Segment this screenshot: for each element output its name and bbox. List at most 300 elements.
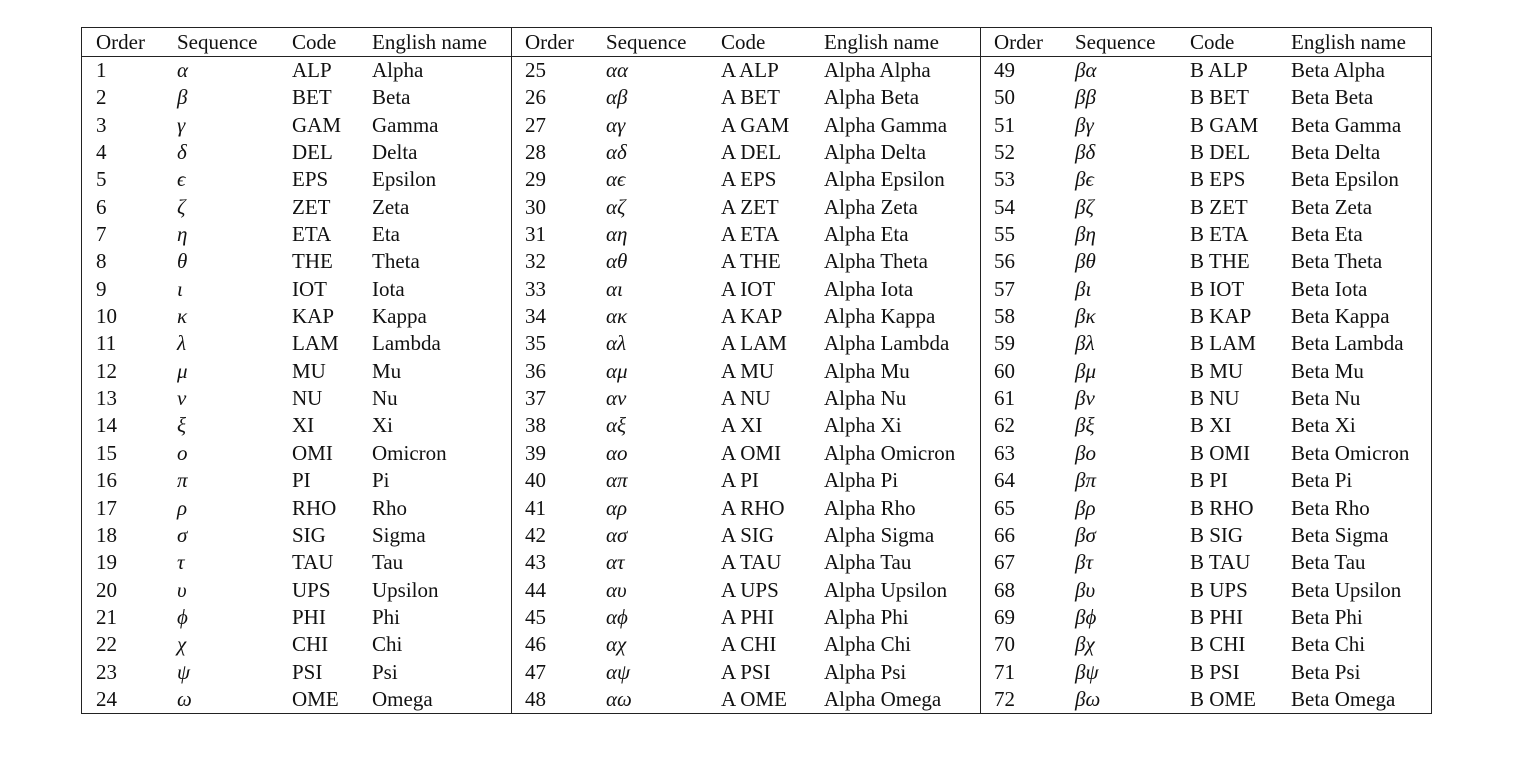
- code-cell: A CHI: [721, 632, 777, 657]
- table-row: [981, 358, 1432, 385]
- english-name-cell: Alpha Eta: [824, 222, 909, 247]
- code-cell: A LAM: [721, 331, 787, 356]
- table-row: [981, 139, 1432, 166]
- sequence-cell: αω: [606, 686, 632, 711]
- english-name-cell: Alpha Epsilon: [824, 167, 945, 192]
- order-cell: 39: [525, 440, 546, 465]
- code-cell: UPS: [292, 577, 331, 602]
- sequence-cell: αo: [606, 440, 628, 465]
- table-row: [82, 495, 511, 522]
- table-row: [82, 358, 511, 385]
- code-cell: PI: [292, 468, 311, 493]
- english-name-cell: Alpha Pi: [824, 468, 899, 493]
- english-name-cell: Beta Omicron: [1291, 440, 1410, 465]
- code-cell: A ALP: [721, 58, 779, 82]
- order-cell: 9: [96, 276, 107, 301]
- code-cell: A ETA: [721, 222, 780, 247]
- code-cell: A TAU: [721, 550, 782, 575]
- sequence-cell: βν: [1075, 386, 1095, 411]
- order-cell: 50: [994, 85, 1015, 110]
- table-row: [981, 631, 1432, 658]
- sequence-cell: αμ: [606, 358, 628, 383]
- header-order: Order: [994, 30, 1043, 54]
- sequence-cell: βχ: [1075, 632, 1095, 657]
- table-row: [82, 112, 511, 139]
- sequence-cell: σ: [177, 522, 188, 547]
- english-name-cell: Beta Phi: [1291, 604, 1363, 629]
- table-row: [82, 84, 511, 111]
- code-cell: B XI: [1190, 413, 1232, 438]
- english-name-cell: Beta Epsilon: [1291, 167, 1399, 192]
- english-name-cell: Alpha Theta: [824, 249, 928, 274]
- sequence-cell: π: [177, 468, 188, 493]
- english-name-cell: Rho: [372, 495, 408, 520]
- code-cell: A BET: [721, 85, 780, 110]
- code-cell: A DEL: [721, 140, 782, 165]
- sequence-cell: o: [177, 440, 188, 465]
- english-name-cell: Xi: [372, 413, 393, 438]
- sequence-cell: αβ: [606, 85, 628, 110]
- table-row: [981, 221, 1432, 248]
- order-cell: 17: [96, 495, 117, 520]
- table-panel: [511, 28, 981, 713]
- header-order: Order: [525, 30, 574, 54]
- english-name-cell: Beta Psi: [1291, 659, 1361, 684]
- code-cell: B NU: [1190, 386, 1240, 411]
- table-row: [512, 686, 981, 713]
- sequence-cell: χ: [177, 632, 187, 657]
- english-name-cell: Theta: [372, 249, 420, 274]
- english-name-cell: Omicron: [372, 440, 447, 465]
- order-cell: 71: [994, 659, 1015, 684]
- sequence-cell: τ: [177, 550, 185, 575]
- header-sequence: Sequence: [177, 30, 258, 54]
- order-cell: 19: [96, 550, 117, 575]
- sequence-cell: βσ: [1075, 522, 1096, 547]
- sequence-cell: ββ: [1075, 85, 1096, 110]
- sequence-cell: βζ: [1075, 194, 1094, 219]
- table-row: [981, 84, 1432, 111]
- table-row: [512, 604, 981, 631]
- table-row: [82, 166, 511, 193]
- english-name-cell: Alpha Psi: [824, 659, 907, 684]
- table-row: [82, 221, 511, 248]
- code-cell: A THE: [721, 249, 781, 274]
- sequence-cell: βι: [1075, 276, 1092, 301]
- code-cell: A GAM: [721, 112, 790, 137]
- order-cell: 44: [525, 577, 546, 602]
- table-row: [512, 276, 981, 303]
- code-cell: B CHI: [1190, 632, 1246, 657]
- english-name-cell: Alpha Nu: [824, 386, 907, 411]
- english-name-cell: Alpha Phi: [824, 604, 909, 629]
- table-row: [82, 659, 511, 686]
- table-row: [512, 194, 981, 221]
- order-cell: 18: [96, 522, 117, 547]
- code-cell: A UPS: [721, 577, 779, 602]
- sequence-cell: βϕ: [1075, 604, 1097, 629]
- code-cell: A MU: [721, 358, 775, 383]
- table-row: [512, 248, 981, 275]
- table-row: [512, 84, 981, 111]
- sequence-cell: ξ: [177, 413, 186, 438]
- english-name-cell: Alpha Xi: [824, 413, 902, 438]
- sequence-cell: αη: [606, 222, 628, 247]
- table-row: [981, 303, 1432, 330]
- code-cell: B OMI: [1190, 440, 1251, 465]
- order-cell: 43: [525, 550, 546, 575]
- sequence-cell: βτ: [1075, 550, 1093, 575]
- code-cell: B KAP: [1190, 304, 1252, 329]
- code-cell: A OME: [721, 686, 787, 711]
- code-cell: CHI: [292, 632, 329, 657]
- table-row: [981, 549, 1432, 576]
- english-name-cell: Kappa: [372, 304, 427, 329]
- table-row: [82, 440, 511, 467]
- code-cell: OME: [292, 686, 339, 711]
- english-name-cell: Zeta: [372, 194, 410, 219]
- table-row: [82, 57, 511, 84]
- code-cell: A OMI: [721, 440, 782, 465]
- table-row: [512, 330, 981, 357]
- sequence-cell: βυ: [1075, 577, 1096, 602]
- english-name-cell: Alpha Tau: [824, 550, 912, 575]
- code-cell: ETA: [292, 222, 332, 247]
- english-name-cell: Beta Lambda: [1291, 331, 1404, 356]
- table-header-row: [82, 28, 511, 57]
- english-name-cell: Alpha Rho: [824, 495, 916, 520]
- sequence-cell: η: [177, 222, 188, 247]
- sequence-cell: ατ: [606, 550, 625, 575]
- table-panel: [82, 28, 511, 713]
- english-name-cell: Beta Beta: [1291, 85, 1374, 110]
- table-row: [82, 139, 511, 166]
- table-row: [981, 385, 1432, 412]
- code-cell: A PI: [721, 468, 759, 493]
- order-cell: 12: [96, 358, 117, 383]
- sequence-cell: αϕ: [606, 604, 628, 629]
- english-name-cell: Iota: [372, 276, 405, 301]
- order-cell: 20: [96, 577, 117, 602]
- code-cell: LAM: [292, 331, 339, 356]
- table-row: [981, 522, 1432, 549]
- table-body: [512, 57, 981, 713]
- english-name-cell: Beta Chi: [1291, 632, 1366, 657]
- table-row: [512, 358, 981, 385]
- order-cell: 1: [96, 58, 107, 82]
- sequence-cell: κ: [177, 304, 188, 329]
- order-cell: 27: [525, 112, 546, 137]
- order-cell: 64: [994, 468, 1015, 493]
- table-row: [82, 467, 511, 494]
- code-cell: A NU: [721, 386, 771, 411]
- order-cell: 29: [525, 167, 546, 192]
- sequence-cell: ν: [177, 386, 187, 411]
- sequence-cell: υ: [177, 577, 187, 602]
- table-row: [512, 385, 981, 412]
- order-cell: 37: [525, 386, 546, 411]
- english-name-cell: Alpha Omega: [824, 686, 942, 711]
- sequence-cell: ι: [177, 276, 183, 301]
- code-cell: B SIG: [1190, 522, 1244, 547]
- order-cell: 46: [525, 632, 546, 657]
- order-cell: 61: [994, 386, 1015, 411]
- table-row: [981, 467, 1432, 494]
- sequence-cell: αυ: [606, 577, 627, 602]
- table-row: [981, 57, 1432, 84]
- sequence-cell: βπ: [1075, 468, 1096, 493]
- table-row: [82, 577, 511, 604]
- table-body: [981, 57, 1432, 713]
- english-name-cell: Alpha Gamma: [824, 112, 948, 137]
- table-row: [512, 577, 981, 604]
- order-cell: 30: [525, 194, 546, 219]
- order-cell: 26: [525, 85, 546, 110]
- order-cell: 65: [994, 495, 1015, 520]
- order-cell: 11: [96, 331, 117, 356]
- code-cell: THE: [292, 249, 333, 274]
- code-cell: B THE: [1190, 249, 1250, 274]
- sequence-cell: γ: [177, 112, 186, 137]
- table-row: [512, 412, 981, 439]
- order-cell: 51: [994, 112, 1015, 137]
- code-cell: B MU: [1190, 358, 1244, 383]
- english-name-cell: Alpha Chi: [824, 632, 911, 657]
- sequence-cell: βξ: [1075, 413, 1095, 438]
- header-english-name: English name: [1291, 30, 1406, 54]
- sequence-cell: α: [177, 58, 189, 82]
- sequence-cell: ακ: [606, 304, 628, 329]
- english-name-cell: Alpha Lambda: [824, 331, 950, 356]
- table-row: [981, 166, 1432, 193]
- order-cell: 47: [525, 659, 546, 684]
- order-cell: 6: [96, 194, 107, 219]
- table-row: [512, 549, 981, 576]
- sequence-cell: βϵ: [1075, 167, 1094, 192]
- english-name-cell: Upsilon: [372, 577, 439, 602]
- table-row: [512, 139, 981, 166]
- table-row: [981, 495, 1432, 522]
- order-cell: 8: [96, 249, 107, 274]
- header-english-name: English name: [824, 30, 939, 54]
- code-cell: GAM: [292, 112, 342, 137]
- sequence-cell: ασ: [606, 522, 628, 547]
- sequence-cell: βψ: [1075, 659, 1099, 684]
- table-row: [512, 57, 981, 84]
- table-row: [82, 631, 511, 658]
- sequence-cell: ψ: [177, 659, 191, 684]
- table-row: [981, 440, 1432, 467]
- sequence-cell: λ: [177, 331, 187, 356]
- table-row: [981, 330, 1432, 357]
- order-cell: 57: [994, 276, 1015, 301]
- sequence-cell: αγ: [606, 112, 626, 137]
- sequence-cell: αψ: [606, 659, 631, 684]
- table-row: [82, 303, 511, 330]
- sequence-cell: αχ: [606, 632, 627, 657]
- table-row: [512, 495, 981, 522]
- table-row: [82, 549, 511, 576]
- order-cell: 36: [525, 358, 546, 383]
- table-row: [981, 194, 1432, 221]
- english-name-cell: Beta Tau: [1291, 550, 1366, 575]
- header-code: Code: [721, 30, 766, 54]
- english-name-cell: Alpha Upsilon: [824, 577, 948, 602]
- order-cell: 54: [994, 194, 1015, 219]
- order-cell: 56: [994, 249, 1015, 274]
- table-row: [82, 194, 511, 221]
- order-cell: 41: [525, 495, 546, 520]
- english-name-cell: Gamma: [372, 112, 439, 137]
- english-name-cell: Beta Mu: [1291, 358, 1364, 383]
- code-cell: A ZET: [721, 194, 779, 219]
- table-row: [82, 604, 511, 631]
- sequence-cell: ρ: [177, 495, 188, 520]
- sequence-cell: βo: [1075, 440, 1096, 465]
- code-cell: PSI: [292, 659, 323, 684]
- order-cell: 70: [994, 632, 1015, 657]
- order-cell: 49: [994, 58, 1015, 82]
- code-cell: B UPS: [1190, 577, 1248, 602]
- table-row: [981, 412, 1432, 439]
- order-cell: 15: [96, 440, 117, 465]
- order-cell: 59: [994, 331, 1015, 356]
- code-cell: A IOT: [721, 276, 776, 301]
- order-cell: 32: [525, 249, 546, 274]
- order-cell: 67: [994, 550, 1015, 575]
- english-name-cell: Beta Delta: [1291, 140, 1381, 165]
- english-name-cell: Beta Pi: [1291, 468, 1353, 493]
- code-cell: MU: [292, 358, 326, 383]
- order-cell: 33: [525, 276, 546, 301]
- order-cell: 5: [96, 167, 107, 192]
- header-code: Code: [292, 30, 337, 54]
- order-cell: 62: [994, 413, 1015, 438]
- order-cell: 2: [96, 85, 107, 110]
- code-cell: RHO: [292, 495, 337, 520]
- english-name-cell: Beta: [372, 85, 411, 110]
- code-cell: B LAM: [1190, 331, 1256, 356]
- table-row: [82, 248, 511, 275]
- table-row: [82, 276, 511, 303]
- table-body: [82, 57, 511, 713]
- sequence-cell: αδ: [606, 140, 627, 165]
- table-row: [512, 221, 981, 248]
- code-cell: PHI: [292, 604, 326, 629]
- order-cell: 10: [96, 304, 117, 329]
- order-cell: 22: [96, 632, 117, 657]
- english-name-cell: Delta: [372, 140, 418, 165]
- english-name-cell: Nu: [372, 386, 398, 411]
- code-cell: B OME: [1190, 686, 1256, 711]
- sequence-cell: μ: [177, 358, 188, 383]
- english-name-cell: Alpha Sigma: [824, 522, 935, 547]
- english-name-cell: Sigma: [372, 522, 426, 547]
- table-row: [981, 248, 1432, 275]
- code-cell: A PHI: [721, 604, 775, 629]
- english-name-cell: Beta Gamma: [1291, 112, 1402, 137]
- code-cell: OMI: [292, 440, 333, 465]
- sequence-cell: αϵ: [606, 167, 626, 192]
- header-order: Order: [96, 30, 145, 54]
- english-name-cell: Pi: [372, 468, 390, 493]
- code-cell: B IOT: [1190, 276, 1245, 301]
- order-cell: 63: [994, 440, 1015, 465]
- sequence-cell: αλ: [606, 331, 627, 356]
- code-cell: B PI: [1190, 468, 1228, 493]
- code-cell: B ALP: [1190, 58, 1248, 82]
- table-row: [512, 440, 981, 467]
- order-cell: 55: [994, 222, 1015, 247]
- code-cell: A SIG: [721, 522, 775, 547]
- english-name-cell: Phi: [372, 604, 401, 629]
- order-cell: 25: [525, 58, 546, 82]
- table-row: [512, 522, 981, 549]
- sequence-cell: β: [177, 85, 188, 110]
- order-cell: 68: [994, 577, 1015, 602]
- english-name-cell: Beta Theta: [1291, 249, 1383, 274]
- code-cell: B RHO: [1190, 495, 1254, 520]
- sequence-cell: βρ: [1075, 495, 1096, 520]
- code-cell: XI: [292, 413, 315, 438]
- order-cell: 3: [96, 112, 107, 137]
- english-name-cell: Alpha Zeta: [824, 194, 918, 219]
- sequence-cell: βλ: [1075, 331, 1095, 356]
- table-row: [82, 522, 511, 549]
- table-row: [82, 686, 511, 713]
- code-cell: TAU: [292, 550, 334, 575]
- order-cell: 58: [994, 304, 1015, 329]
- english-name-cell: Mu: [372, 358, 402, 383]
- order-cell: 34: [525, 304, 546, 329]
- sequence-cell: βγ: [1075, 112, 1094, 137]
- order-cell: 21: [96, 604, 117, 629]
- sequence-cell: αξ: [606, 413, 627, 438]
- english-name-cell: Eta: [372, 222, 400, 247]
- order-cell: 72: [994, 686, 1015, 711]
- table-row: [82, 385, 511, 412]
- code-cell: B PSI: [1190, 659, 1240, 684]
- english-name-cell: Lambda: [372, 331, 441, 356]
- order-cell: 60: [994, 358, 1015, 383]
- english-name-cell: Beta Kappa: [1291, 304, 1390, 329]
- english-name-cell: Beta Upsilon: [1291, 577, 1402, 602]
- order-cell: 28: [525, 140, 546, 165]
- order-cell: 42: [525, 522, 546, 547]
- english-name-cell: Alpha Alpha: [824, 58, 931, 82]
- sequence-cell: βα: [1075, 58, 1097, 82]
- english-name-cell: Beta Zeta: [1291, 194, 1373, 219]
- code-cell: ZET: [292, 194, 331, 219]
- order-cell: 69: [994, 604, 1015, 629]
- header-sequence: Sequence: [1075, 30, 1156, 54]
- order-cell: 16: [96, 468, 117, 493]
- order-cell: 52: [994, 140, 1015, 165]
- table-row: [981, 686, 1432, 713]
- code-cell: ALP: [292, 58, 332, 82]
- code-cell: B GAM: [1190, 112, 1259, 137]
- english-name-cell: Beta Iota: [1291, 276, 1368, 301]
- code-cell: IOT: [292, 276, 327, 301]
- code-cell: B TAU: [1190, 550, 1251, 575]
- order-cell: 66: [994, 522, 1015, 547]
- sequence-cell: βη: [1075, 222, 1096, 247]
- code-cell: B ETA: [1190, 222, 1249, 247]
- code-cell: KAP: [292, 304, 335, 329]
- table-header-row: [512, 28, 981, 57]
- table-row: [981, 112, 1432, 139]
- code-cell: A EPS: [721, 167, 777, 192]
